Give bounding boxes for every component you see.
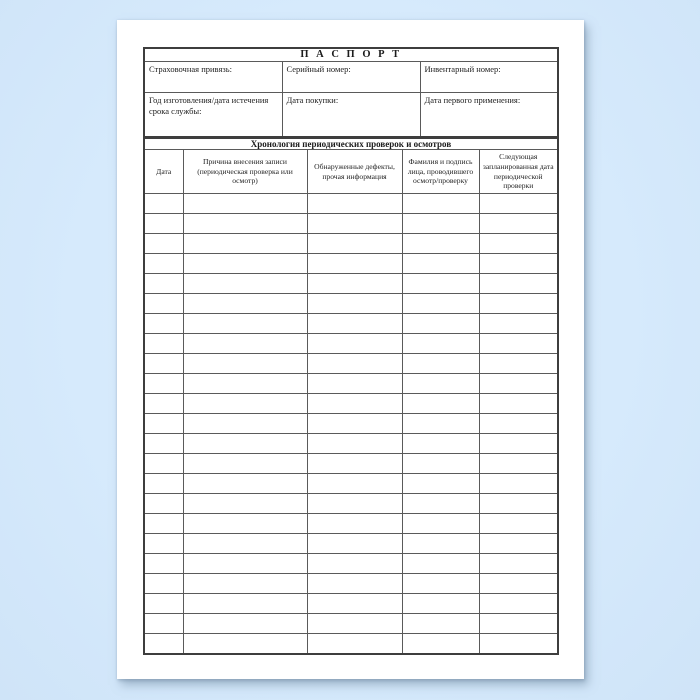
inspection-empty-cell — [307, 414, 402, 434]
inspection-empty-cell — [183, 594, 307, 614]
inspection-empty-cell — [144, 594, 183, 614]
inspection-empty-cell — [479, 354, 558, 374]
inspection-empty-cell — [307, 234, 402, 254]
inspection-empty-cell — [402, 214, 479, 234]
inspection-empty-cell — [183, 614, 307, 634]
inspection-empty-cell — [183, 574, 307, 594]
inspection-empty-cell — [307, 614, 402, 634]
inspection-empty-cell — [144, 234, 183, 254]
inspection-empty-cell — [144, 214, 183, 234]
inspection-empty-cell — [402, 314, 479, 334]
inspection-empty-cell — [144, 554, 183, 574]
inspection-empty-cell — [402, 254, 479, 274]
inspection-empty-row — [144, 634, 558, 655]
inspection-empty-row — [144, 414, 558, 434]
inspection-empty-cell — [402, 514, 479, 534]
inspection-empty-cell — [183, 454, 307, 474]
inspection-empty-row — [144, 234, 558, 254]
inspection-empty-cell — [402, 534, 479, 554]
inspection-empty-cell — [479, 334, 558, 354]
inspection-empty-cell — [144, 434, 183, 454]
inspection-empty-cell — [479, 214, 558, 234]
inspection-empty-cell — [402, 594, 479, 614]
passport-row-1 — [144, 62, 558, 93]
passport-title-row — [144, 48, 558, 62]
inspection-empty-cell — [183, 314, 307, 334]
inspection-empty-cell — [183, 634, 307, 655]
inspection-empty-cell — [307, 274, 402, 294]
column-header-inspector-signature: Фамилия и подпись лица, проводившего осмотр/проверку — [402, 150, 479, 194]
inspection-empty-cell — [479, 554, 558, 574]
inspection-empty-row — [144, 294, 558, 314]
inspection-empty-cell — [479, 274, 558, 294]
inspection-empty-cell — [144, 294, 183, 314]
inspection-empty-row — [144, 574, 558, 594]
inspection-empty-cell — [183, 494, 307, 514]
inspection-empty-cell — [402, 394, 479, 414]
inspection-empty-cell — [307, 574, 402, 594]
inspection-empty-cell — [402, 234, 479, 254]
inspection-empty-cell — [479, 294, 558, 314]
column-header-date: Дата — [144, 150, 183, 194]
inspection-empty-cell — [479, 614, 558, 634]
inspection-empty-cell — [479, 234, 558, 254]
inspection-empty-cell — [183, 374, 307, 394]
column-header-defects: Обнаруженные дефекты, прочая информация — [307, 150, 402, 194]
inspection-empty-row — [144, 434, 558, 454]
inspection-empty-cell — [183, 534, 307, 554]
inspection-empty-cell — [144, 334, 183, 354]
inspection-empty-cell — [402, 374, 479, 394]
inspection-empty-row — [144, 394, 558, 414]
inspection-empty-cell — [307, 454, 402, 474]
inspection-empty-cell — [479, 314, 558, 334]
field-manufacture-year: Год изготовления/дата истечения срока службы: — [144, 93, 282, 138]
inspection-empty-row — [144, 274, 558, 294]
inspection-empty-row — [144, 534, 558, 554]
inspection-empty-cell — [183, 414, 307, 434]
inspection-empty-cell — [402, 474, 479, 494]
inspection-empty-cell — [307, 474, 402, 494]
inspection-body — [144, 194, 558, 655]
inspection-empty-cell — [144, 194, 183, 214]
inspection-table — [143, 137, 559, 655]
inspection-empty-cell — [479, 514, 558, 534]
inspection-empty-row — [144, 474, 558, 494]
inspection-empty-cell — [144, 414, 183, 434]
inspection-empty-cell — [479, 194, 558, 214]
column-header-next-inspection-date: Следующая запланированная дата периодической проверки — [479, 150, 558, 194]
inspection-empty-cell — [144, 254, 183, 274]
field-serial-number: Серийный номер: — [282, 62, 420, 93]
inspection-empty-cell — [144, 354, 183, 374]
inspection-empty-cell — [144, 454, 183, 474]
inspection-empty-cell — [402, 634, 479, 655]
passport-table — [143, 47, 559, 138]
inspection-empty-cell — [183, 234, 307, 254]
field-safety-harness: Страховочная привязь: — [144, 62, 282, 93]
inspection-empty-cell — [144, 534, 183, 554]
inspection-empty-row — [144, 454, 558, 474]
inspection-empty-cell — [307, 554, 402, 574]
inspection-empty-cell — [402, 194, 479, 214]
inspection-header-row — [144, 150, 558, 194]
inspection-empty-cell — [479, 634, 558, 655]
inspection-empty-cell — [307, 294, 402, 314]
inspection-empty-row — [144, 314, 558, 334]
inspection-empty-row — [144, 214, 558, 234]
inspection-empty-cell — [307, 434, 402, 454]
inspection-empty-cell — [144, 514, 183, 534]
inspection-empty-cell — [307, 494, 402, 514]
column-header-record-reason: Причина внесения записи (периодическая проверка или осмотр) — [183, 150, 307, 194]
inspection-empty-cell — [144, 614, 183, 634]
inspection-empty-cell — [307, 534, 402, 554]
inspection-empty-cell — [479, 374, 558, 394]
inspection-empty-cell — [479, 494, 558, 514]
inspection-empty-cell — [183, 354, 307, 374]
inspection-empty-cell — [144, 494, 183, 514]
inspection-empty-cell — [144, 574, 183, 594]
passport-row-2 — [144, 93, 558, 138]
inspection-empty-cell — [144, 394, 183, 414]
inspection-empty-cell — [183, 554, 307, 574]
inspection-empty-row — [144, 594, 558, 614]
inspection-empty-cell — [183, 194, 307, 214]
inspection-empty-cell — [307, 594, 402, 614]
inspection-title-row — [144, 138, 558, 150]
inspection-empty-row — [144, 494, 558, 514]
inspection-empty-cell — [183, 294, 307, 314]
inspection-empty-cell — [307, 634, 402, 655]
inspection-empty-cell — [183, 394, 307, 414]
inspection-empty-cell — [402, 334, 479, 354]
field-inventory-number: Инвентарный номер: — [420, 62, 558, 93]
inspection-empty-cell — [144, 374, 183, 394]
inspection-empty-row — [144, 354, 558, 374]
inspection-empty-cell — [307, 254, 402, 274]
inspection-empty-cell — [479, 474, 558, 494]
inspection-empty-cell — [183, 514, 307, 534]
inspection-empty-cell — [479, 594, 558, 614]
inspection-empty-row — [144, 614, 558, 634]
inspection-empty-cell — [144, 474, 183, 494]
inspection-empty-cell — [479, 434, 558, 454]
inspection-empty-cell — [402, 494, 479, 514]
inspection-empty-cell — [402, 554, 479, 574]
inspection-empty-cell — [307, 214, 402, 234]
inspection-title: Хронология периодических проверок и осмотров — [144, 138, 558, 150]
inspection-empty-cell — [183, 334, 307, 354]
inspection-empty-cell — [479, 254, 558, 274]
inspection-empty-cell — [307, 374, 402, 394]
inspection-empty-cell — [183, 214, 307, 234]
inspection-empty-cell — [307, 314, 402, 334]
inspection-empty-cell — [402, 274, 479, 294]
field-purchase-date: Дата покупки: — [282, 93, 420, 138]
inspection-empty-cell — [144, 314, 183, 334]
inspection-empty-cell — [183, 274, 307, 294]
inspection-empty-cell — [402, 574, 479, 594]
inspection-empty-row — [144, 514, 558, 534]
passport-title: П А С П О Р Т — [144, 48, 558, 62]
inspection-empty-cell — [307, 394, 402, 414]
inspection-empty-cell — [183, 474, 307, 494]
inspection-empty-cell — [307, 354, 402, 374]
inspection-empty-cell — [479, 454, 558, 474]
inspection-empty-cell — [307, 194, 402, 214]
inspection-empty-cell — [307, 334, 402, 354]
inspection-empty-cell — [402, 454, 479, 474]
inspection-empty-cell — [402, 294, 479, 314]
inspection-empty-row — [144, 374, 558, 394]
inspection-empty-cell — [402, 434, 479, 454]
inspection-empty-row — [144, 254, 558, 274]
inspection-empty-cell — [479, 534, 558, 554]
document-page — [117, 20, 584, 679]
inspection-empty-cell — [402, 354, 479, 374]
inspection-empty-row — [144, 334, 558, 354]
inspection-empty-cell — [183, 434, 307, 454]
inspection-empty-row — [144, 194, 558, 214]
inspection-empty-cell — [479, 414, 558, 434]
field-first-use-date: Дата первого применения: — [420, 93, 558, 138]
inspection-empty-cell — [402, 614, 479, 634]
inspection-empty-cell — [307, 514, 402, 534]
inspection-empty-row — [144, 554, 558, 574]
inspection-empty-cell — [479, 574, 558, 594]
inspection-empty-cell — [183, 254, 307, 274]
inspection-empty-cell — [144, 634, 183, 655]
inspection-empty-cell — [144, 274, 183, 294]
inspection-empty-cell — [479, 394, 558, 414]
inspection-empty-cell — [402, 414, 479, 434]
